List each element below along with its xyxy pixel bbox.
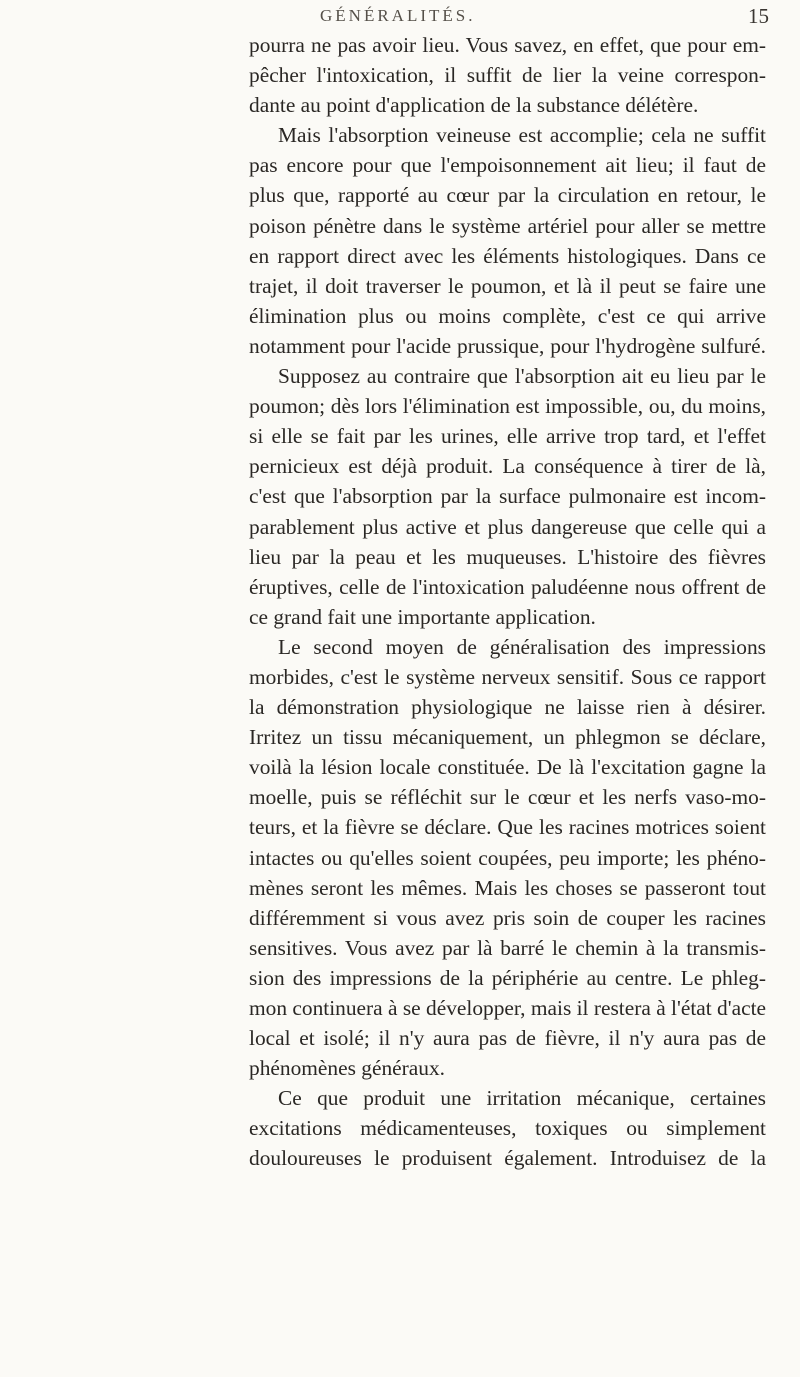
page-number: 15 <box>748 4 769 28</box>
text-line: poumon; dès lors l'élimination est impossible, ou, du moins, <box>249 394 766 419</box>
text-line: Supposez au contraire que l'absorption ait eu lieu par le <box>278 364 766 389</box>
text-line: morbides, c'est le système nerveux sensitif. Sous ce rapport <box>249 664 766 689</box>
body-text <box>249 30 766 1174</box>
text-line: local et isolé; il n'y aura pas de fièvre, il n'y aura pas de <box>249 1026 766 1051</box>
text-line: mon continuera à se développer, mais il restera à l'état d'acte <box>249 996 767 1020</box>
text-line: élimination plus ou moins complète, c'est ce qui arrive <box>249 303 766 328</box>
text-line: c'est que l'absorption par la surface pulmonaire est incom- <box>249 484 766 509</box>
text-line: la démonstration physiologique ne laisse rien à désirer. <box>249 695 766 720</box>
text-line: Mais l'absorption veineuse est accomplie; cela ne suffit <box>278 123 766 148</box>
text-line: pas encore pour que l'empoisonnement ait lieu; il faut de <box>249 153 766 178</box>
text-line: plus que, rapporté au cœur par la circulation en retour, le <box>249 183 766 208</box>
text-line: intactes ou qu'elles soient coupées, peu importe; les phéno- <box>249 845 766 870</box>
text-line: phénomènes généraux. <box>249 1056 446 1081</box>
text-line: sensitives. Vous avez par là barré le chemin à la transmis- <box>249 935 766 960</box>
text-line: différemment si vous avez pris soin de couper les racines <box>249 905 766 930</box>
text-line: sion des impressions de la périphérie au centre. Le phleg- <box>249 965 766 990</box>
text-line: lieu par la peau et les muqueuses. L'histoire des fièvres <box>249 544 766 569</box>
text-line: teurs, et la fièvre se déclare. Que les racines motrices soient <box>249 815 766 840</box>
text-line: ce grand fait une importante application. <box>249 604 596 629</box>
running-head-title: GÉNÉRALITÉS. <box>320 6 476 25</box>
text-line: pêcher l'intoxication, il suffit de lier la veine correspon- <box>249 63 766 88</box>
text-line: douloureuses le produisent également. Introduisez de la <box>249 1146 766 1171</box>
text-line: moelle, puis se réfléchit sur le cœur et les nerfs vaso-mo- <box>249 785 766 810</box>
text-line: pourra ne pas avoir lieu. Vous savez, en effet, que pour em- <box>249 33 766 57</box>
text-line: parablement plus active et plus dangereuse que celle qui a <box>249 514 766 539</box>
text-line: dante au point d'application de la substance délétère. <box>249 93 699 118</box>
text-line: trajet, il doit traverser le poumon, et là il peut se faire une <box>249 273 766 298</box>
text-line: si elle se fait par les urines, elle arrive trop tard, et l'effet <box>249 424 766 449</box>
text-line: Le second moyen de généralisation des impressions <box>278 634 766 659</box>
text-line: Irritez un tissu mécaniquement, un phlegmon se déclare, <box>249 725 766 750</box>
text-line: Ce que produit une irritation mécanique, certaines <box>278 1086 766 1111</box>
text-line: notamment pour l'acide prussique, pour l'hydrogène sulfuré. <box>249 333 766 358</box>
text-line: mènes seront les mêmes. Mais les choses se passeront tout <box>249 875 766 900</box>
text-line: en rapport direct avec les éléments histologiques. Dans ce <box>249 243 766 268</box>
text-line: excitations médicamenteuses, toxiques ou simplement <box>249 1116 766 1141</box>
text-line: voilà la lésion locale constituée. De là l'excitation gagne la <box>249 755 766 780</box>
running-head <box>0 6 800 30</box>
text-line: pernicieux est déjà produit. La conséquence à tirer de là, <box>249 454 766 479</box>
text-line: poison pénètre dans le système artériel pour aller se mettre <box>249 213 766 238</box>
text-line: éruptives, celle de l'intoxication paludéenne nous offrent de <box>249 574 766 599</box>
